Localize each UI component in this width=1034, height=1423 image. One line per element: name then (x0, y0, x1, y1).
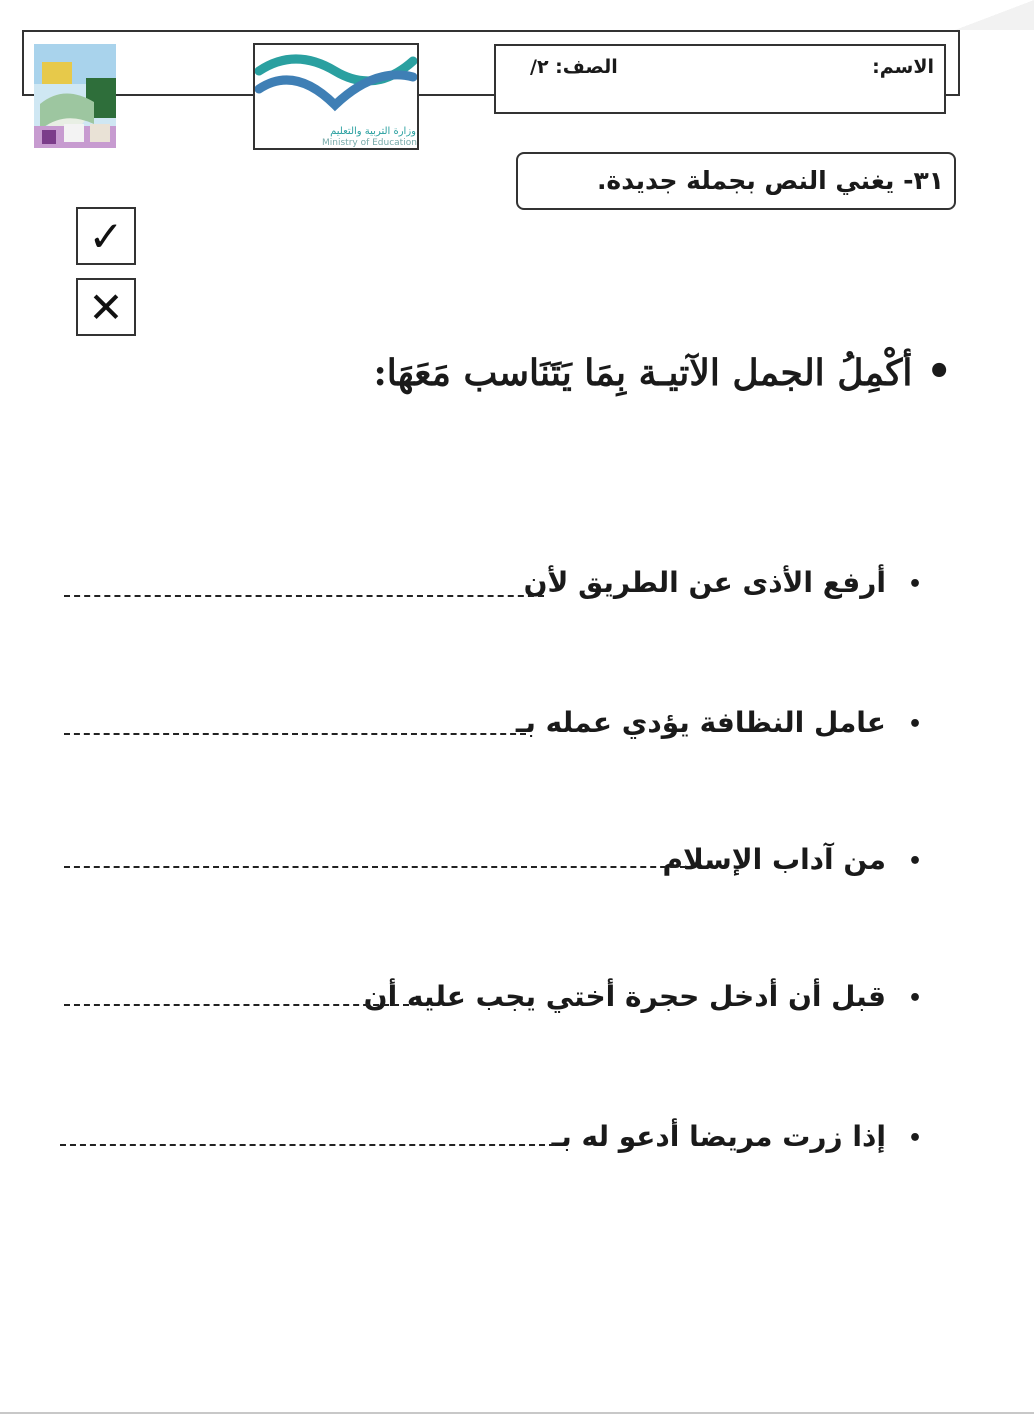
cross-icon: ✕ (88, 282, 124, 332)
textbook-cover-image (34, 44, 116, 148)
bullet-icon: • (907, 571, 922, 597)
answer-line[interactable] (64, 1004, 409, 1006)
objective-text: ٣١- يغني النص بجملة جديدة. (596, 166, 944, 195)
class-label: الصف: ٢/ (530, 56, 618, 78)
list-item (516, 706, 922, 739)
list-item (364, 980, 922, 1013)
instruction-heading (373, 348, 952, 395)
name-label: الاسم: (872, 56, 934, 78)
check-mark-box[interactable] (76, 207, 136, 265)
bullet-icon: • (907, 1125, 922, 1151)
bullet-icon: • (926, 348, 952, 395)
ministry-logo-text-en: Ministry of Education (322, 138, 417, 148)
item-text: عامل النظافة يؤدي عمله بـ (515, 706, 886, 739)
ministry-logo-text-ar: وزارة التربية والتعليم (330, 126, 416, 137)
cross-mark-box[interactable] (76, 278, 136, 336)
student-info-box (494, 44, 946, 114)
item-text: من آداب الإسلام (662, 843, 886, 876)
answer-line[interactable] (64, 595, 544, 597)
bullet-icon: • (907, 711, 922, 737)
scan-corner (955, 0, 1034, 30)
item-text: قبل أن أدخل حجرة أختي يجب عليه أن (363, 980, 886, 1013)
page-edge (0, 1412, 1034, 1414)
list-item (552, 1120, 922, 1153)
bullet-icon: • (907, 985, 922, 1011)
answer-line[interactable] (64, 733, 526, 735)
instruction-text: أكْمِلُ الجمل الآتيـة بِمَا يَتَنَاسب مَعَهَا: (373, 352, 913, 394)
answer-line[interactable] (64, 866, 686, 868)
answer-line[interactable] (60, 1144, 555, 1146)
item-text: إذا زرت مريضا أدعو له بـ (551, 1120, 886, 1153)
check-icon: ✓ (88, 211, 124, 261)
header-frame-cap (950, 30, 960, 96)
list-item (524, 566, 922, 599)
bullet-icon: • (907, 848, 922, 874)
item-text: أرفع الأذى عن الطريق لأن (523, 566, 886, 599)
list-item (662, 843, 922, 876)
